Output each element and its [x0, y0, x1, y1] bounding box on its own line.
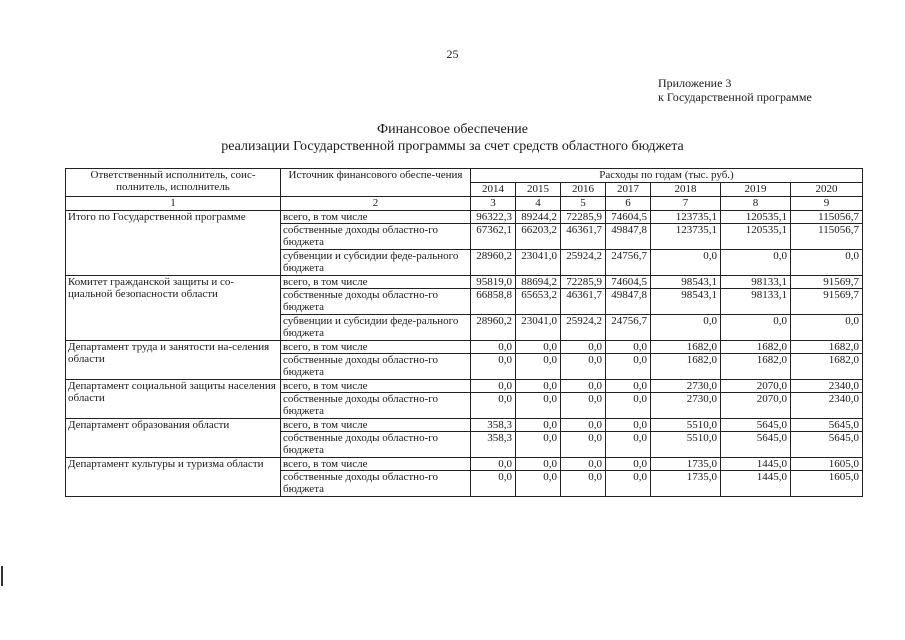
source-cell: собственные доходы областно-го бюджета [281, 289, 471, 315]
value-cell: 23041,0 [516, 250, 561, 276]
value-cell: 0,0 [721, 315, 791, 341]
source-cell: всего, в том числе [281, 276, 471, 289]
value-cell: 1735,0 [651, 471, 721, 497]
value-cell: 96322,3 [471, 211, 516, 224]
value-cell: 120535,1 [721, 211, 791, 224]
executor-cell: Департамент образования области [66, 419, 281, 458]
value-cell: 72285,9 [561, 276, 606, 289]
value-cell: 0,0 [561, 471, 606, 497]
value-cell: 66858,8 [471, 289, 516, 315]
value-cell: 0,0 [516, 458, 561, 471]
source-cell: всего, в том числе [281, 458, 471, 471]
appendix-note [658, 76, 812, 104]
appendix-line-2: к Государственной программе [658, 90, 812, 104]
value-cell: 358,3 [471, 432, 516, 458]
value-cell: 2340,0 [791, 380, 863, 393]
value-cell: 1445,0 [721, 458, 791, 471]
source-cell: всего, в том числе [281, 380, 471, 393]
value-cell: 1682,0 [791, 341, 863, 354]
value-cell: 98133,1 [721, 276, 791, 289]
value-cell: 123735,1 [651, 224, 721, 250]
value-cell: 24756,7 [606, 315, 651, 341]
column-number-row [66, 197, 863, 211]
executor-cell: Департамент труда и занятости на-селения области [66, 341, 281, 380]
year-header: 2019 [721, 183, 791, 197]
value-cell: 0,0 [651, 250, 721, 276]
page-number: 25 [446, 47, 459, 61]
value-cell: 5645,0 [791, 419, 863, 432]
value-cell: 115056,7 [791, 224, 863, 250]
value-cell: 1682,0 [721, 354, 791, 380]
title-line-1: Финансовое обеспечение [377, 122, 528, 137]
document-title [0, 121, 905, 155]
value-cell: 1605,0 [791, 471, 863, 497]
column-number: 4 [516, 197, 561, 211]
value-cell: 67362,1 [471, 224, 516, 250]
value-cell: 0,0 [606, 393, 651, 419]
source-cell: всего, в том числе [281, 341, 471, 354]
value-cell: 5645,0 [791, 432, 863, 458]
value-cell: 0,0 [791, 315, 863, 341]
value-cell: 123735,1 [651, 211, 721, 224]
value-cell: 88694,2 [516, 276, 561, 289]
column-number: 3 [471, 197, 516, 211]
column-number: 2 [281, 197, 471, 211]
source-cell: субвенции и субсидии феде-рального бюджета [281, 250, 471, 276]
value-cell: 0,0 [606, 458, 651, 471]
value-cell: 0,0 [471, 380, 516, 393]
value-cell: 0,0 [791, 250, 863, 276]
value-cell: 2070,0 [721, 380, 791, 393]
value-cell: 0,0 [606, 354, 651, 380]
financing-table [65, 168, 863, 497]
executor-cell: Комитет гражданской защиты и со-циальной безопасности области [66, 276, 281, 341]
table-row [66, 341, 863, 354]
value-cell: 25924,2 [561, 250, 606, 276]
value-cell: 1682,0 [651, 341, 721, 354]
year-header: 2020 [791, 183, 863, 197]
column-number: 1 [66, 197, 281, 211]
table-row [66, 380, 863, 393]
year-header: 2015 [516, 183, 561, 197]
column-number: 7 [651, 197, 721, 211]
column-number: 5 [561, 197, 606, 211]
value-cell: 0,0 [721, 250, 791, 276]
value-cell: 1605,0 [791, 458, 863, 471]
column-number: 8 [721, 197, 791, 211]
source-header: Источник финансового обеспе-чения [281, 169, 471, 197]
value-cell: 5510,0 [651, 419, 721, 432]
expenses-header: Расходы по годам (тыс. руб.) [471, 169, 863, 183]
value-cell: 0,0 [516, 380, 561, 393]
value-cell: 49847,8 [606, 224, 651, 250]
value-cell: 24756,7 [606, 250, 651, 276]
table-row [66, 419, 863, 432]
value-cell: 1682,0 [651, 354, 721, 380]
column-number: 6 [606, 197, 651, 211]
table-row [66, 276, 863, 289]
value-cell: 0,0 [606, 432, 651, 458]
value-cell: 98543,1 [651, 289, 721, 315]
source-cell: всего, в том числе [281, 419, 471, 432]
value-cell: 0,0 [471, 458, 516, 471]
value-cell: 0,0 [471, 354, 516, 380]
value-cell: 91569,7 [791, 276, 863, 289]
value-cell: 46361,7 [561, 289, 606, 315]
column-number: 9 [791, 197, 863, 211]
value-cell: 72285,9 [561, 211, 606, 224]
executor-cell: Департамент культуры и туризма области [66, 458, 281, 497]
value-cell: 0,0 [471, 471, 516, 497]
value-cell: 1682,0 [721, 341, 791, 354]
year-header: 2018 [651, 183, 721, 197]
value-cell: 0,0 [516, 341, 561, 354]
executor-header: Ответственный исполнитель, соис-полнитель, исполнитель [66, 169, 281, 197]
value-cell: 0,0 [561, 393, 606, 419]
appendix-line-1: Приложение 3 [658, 76, 732, 90]
value-cell: 0,0 [651, 315, 721, 341]
source-cell: всего, в том числе [281, 211, 471, 224]
value-cell: 0,0 [561, 419, 606, 432]
value-cell: 65653,2 [516, 289, 561, 315]
value-cell: 66203,2 [516, 224, 561, 250]
year-header: 2017 [606, 183, 651, 197]
value-cell: 0,0 [606, 341, 651, 354]
value-cell: 0,0 [561, 354, 606, 380]
value-cell: 2730,0 [651, 393, 721, 419]
value-cell: 2070,0 [721, 393, 791, 419]
table-row [66, 458, 863, 471]
source-cell: собственные доходы областно-го бюджета [281, 393, 471, 419]
value-cell: 0,0 [471, 393, 516, 419]
value-cell: 46361,7 [561, 224, 606, 250]
value-cell: 115056,7 [791, 211, 863, 224]
value-cell: 89244,2 [516, 211, 561, 224]
scan-edge-mark [1, 566, 3, 586]
value-cell: 0,0 [516, 354, 561, 380]
source-cell: собственные доходы областно-го бюджета [281, 471, 471, 497]
value-cell: 0,0 [606, 419, 651, 432]
header-row [66, 169, 863, 183]
value-cell: 91569,7 [791, 289, 863, 315]
value-cell: 5645,0 [721, 432, 791, 458]
value-cell: 5510,0 [651, 432, 721, 458]
value-cell: 1682,0 [791, 354, 863, 380]
executor-cell: Департамент социальной защиты населения области [66, 380, 281, 419]
value-cell: 74604,5 [606, 211, 651, 224]
value-cell: 1445,0 [721, 471, 791, 497]
value-cell: 120535,1 [721, 224, 791, 250]
value-cell: 0,0 [561, 458, 606, 471]
value-cell: 95819,0 [471, 276, 516, 289]
value-cell: 358,3 [471, 419, 516, 432]
value-cell: 2340,0 [791, 393, 863, 419]
value-cell: 1735,0 [651, 458, 721, 471]
executor-cell: Итого по Государственной программе [66, 211, 281, 276]
year-header: 2014 [471, 183, 516, 197]
source-cell: собственные доходы областно-го бюджета [281, 354, 471, 380]
value-cell: 0,0 [471, 341, 516, 354]
value-cell: 28960,2 [471, 250, 516, 276]
year-header: 2016 [561, 183, 606, 197]
source-cell: субвенции и субсидии феде-рального бюджета [281, 315, 471, 341]
source-cell: собственные доходы областно-го бюджета [281, 224, 471, 250]
source-cell: собственные доходы областно-го бюджета [281, 432, 471, 458]
value-cell: 0,0 [561, 341, 606, 354]
value-cell: 2730,0 [651, 380, 721, 393]
value-cell: 49847,8 [606, 289, 651, 315]
value-cell: 74604,5 [606, 276, 651, 289]
value-cell: 0,0 [516, 471, 561, 497]
value-cell: 0,0 [606, 380, 651, 393]
value-cell: 98133,1 [721, 289, 791, 315]
value-cell: 0,0 [516, 393, 561, 419]
title-line-2: реализации Государственной программы за счет средств областного бюджета [221, 139, 684, 154]
value-cell: 0,0 [561, 432, 606, 458]
value-cell: 0,0 [516, 432, 561, 458]
value-cell: 28960,2 [471, 315, 516, 341]
value-cell: 0,0 [561, 380, 606, 393]
table-row [66, 211, 863, 224]
value-cell: 0,0 [606, 471, 651, 497]
value-cell: 5645,0 [721, 419, 791, 432]
value-cell: 98543,1 [651, 276, 721, 289]
value-cell: 23041,0 [516, 315, 561, 341]
value-cell: 0,0 [516, 419, 561, 432]
value-cell: 25924,2 [561, 315, 606, 341]
